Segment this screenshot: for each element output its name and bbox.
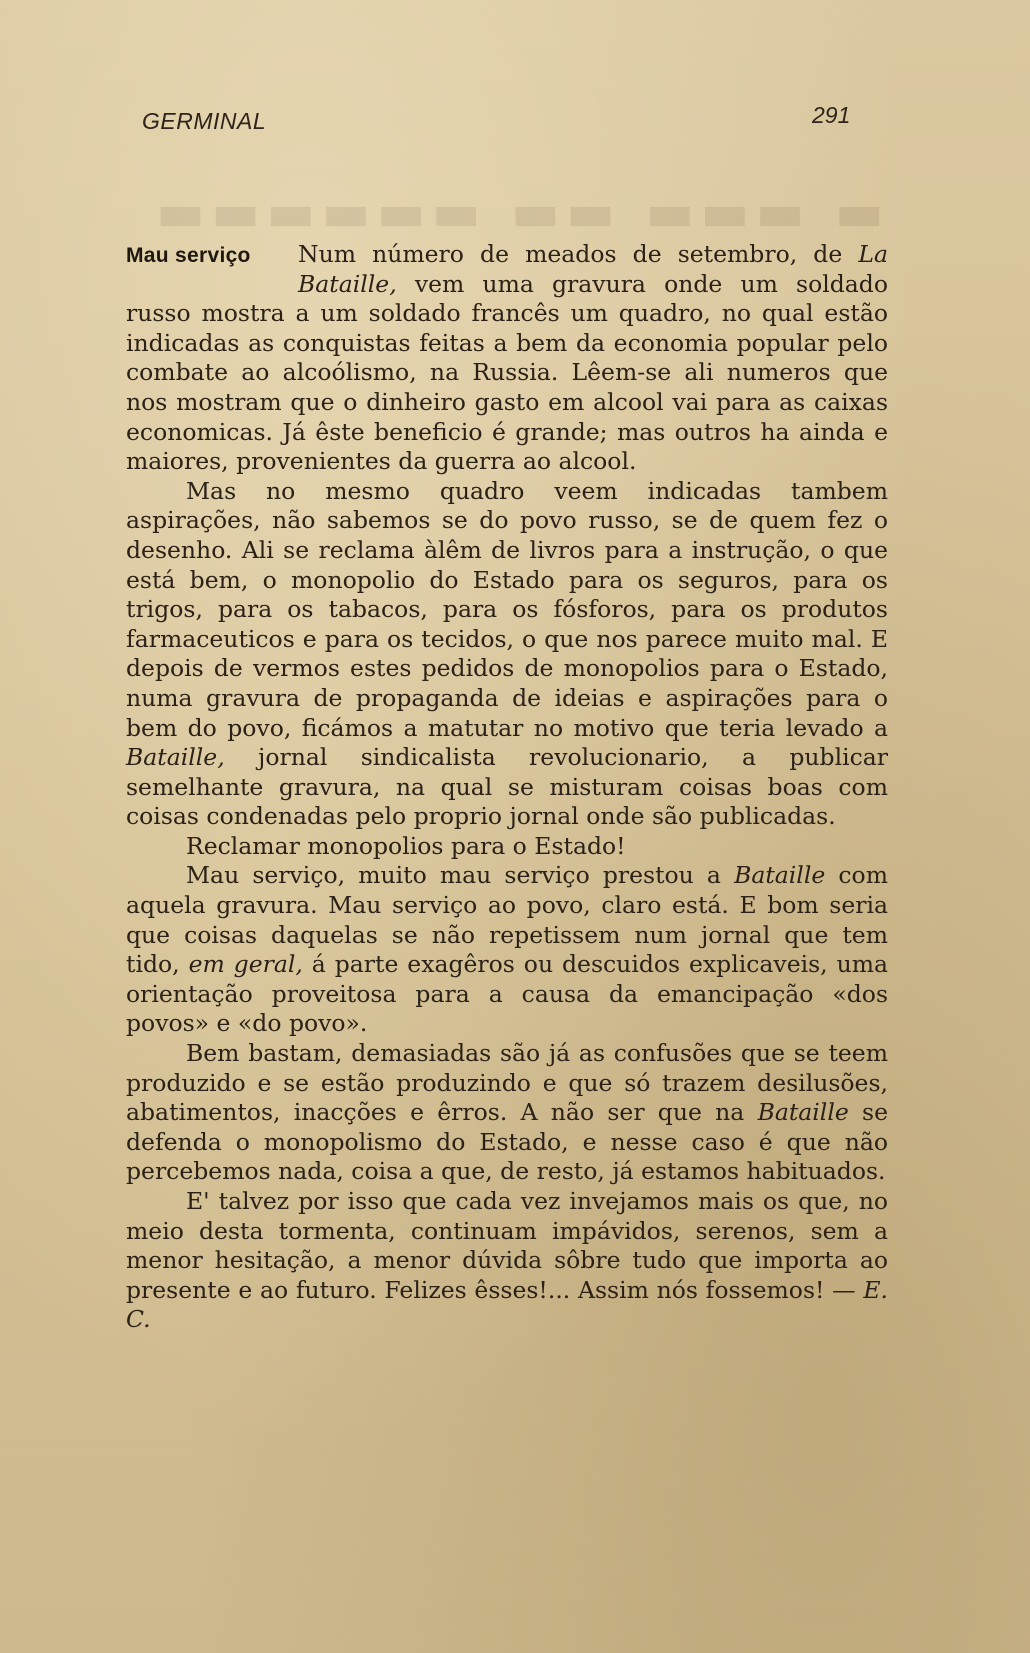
paragraph-4: [126, 861, 888, 1039]
page-number: 291: [812, 102, 851, 128]
paragraph-2: [126, 477, 888, 832]
journal-title-bataille: Bataille: [757, 1098, 849, 1127]
paragraph-1-text-a: Num número de meados de setembro, de: [298, 240, 859, 268]
paragraph-2-text-b: jornal sindicalista revolucionario, a publicar semelhante gravura, na qual se misturam coisas boas com coisas condenadas pelo proprio jornal onde são publicadas.: [126, 743, 888, 831]
paragraph-4-text-a: Mau serviço, muito mau serviço prestou a: [186, 861, 735, 890]
side-heading: Mau serviço: [126, 244, 251, 267]
article-body: [126, 240, 888, 1335]
journal-title-bataille: Bataille: [734, 861, 826, 890]
paragraph-5-text-b: se defenda o monopolismo do Estado, e nesse caso é que não percebemos nada, coisa a que, de resto, já estamos habituados.: [126, 1098, 888, 1186]
paragraph-4-text-b: com aquela gravura. Mau serviço ao povo, claro está. E bom seria que coisas daquelas se não repetissem num jornal que tem tido,: [126, 861, 888, 979]
paragraph-5-text-a: Bem bastam, demasiadas são já as confusões que se teem produzido e se estão produzindo e que só trazem desilusões, abatimentos, inacções e êrros. A não ser que na: [126, 1039, 888, 1127]
paragraph-5: [126, 1039, 888, 1187]
journal-title-bataille: Bataille,: [126, 743, 225, 772]
emphasis-em-geral: em geral,: [188, 950, 303, 979]
show-through-ink: ▬ ▬▬▬ ▬▬ ▬▬▬▬▬▬: [150, 182, 884, 243]
journal-title-la-bataille: La Bataille,: [298, 240, 888, 298]
running-title: GERMINAL: [142, 108, 267, 134]
paragraph-1: [126, 240, 888, 477]
author-signature: E. C.: [126, 1275, 888, 1334]
paragraph-1-text-b: vem uma gravura onde um soldado russo mostra a um soldado francês um quadro, no qual estão indicadas as conquistas feitas a bem da economia popular pelo combate ao alcoólismo, na Russia. Lêem-se ali numeros que nos mostram que o dinheiro gasto em alcool vai para as caixas economicas. Já êste beneficio é grande; mas outros ha ainda e maiores, provenientes da guerra ao alcool.: [126, 269, 888, 476]
paragraph-3: Reclamar monopolios para o Estado!: [186, 831, 626, 860]
paragraph-6: [126, 1187, 888, 1335]
paragraph-2-text-a: Mas no mesmo quadro veem indicadas tambem aspirações, não sabemos se do povo russo, se de quem fez o desenho. Ali se reclama àlêm de livros para a instrução, o que está bem, o monopolio do Estado para os seguros, para os trigos, para os tabacos, para os fósforos, para os produtos farmaceuticos e para os tecidos, o que nos parece muito mal. E depois de vermos estes pedidos de monopolios para o Estado, numa gravura de propaganda de ideias e aspirações para o bem do povo, ficámos a matutar no motivo que teria levado a: [126, 476, 888, 742]
paragraph-6-text: E' talvez por isso que cada vez invejamos mais os que, no meio desta tormenta, continuam impávidos, serenos, sem a menor hesitação, a menor dúvida sôbre tudo que importa ao presente e ao futuro. Felizes êsses!... Assim nós fossemos! —: [126, 1187, 888, 1304]
paragraph-4-text-c: á parte exagêros ou descuidos explicaveis, uma orientação proveitosa para a causa da emancipação «dos povos» e «do povo».: [126, 950, 889, 1038]
